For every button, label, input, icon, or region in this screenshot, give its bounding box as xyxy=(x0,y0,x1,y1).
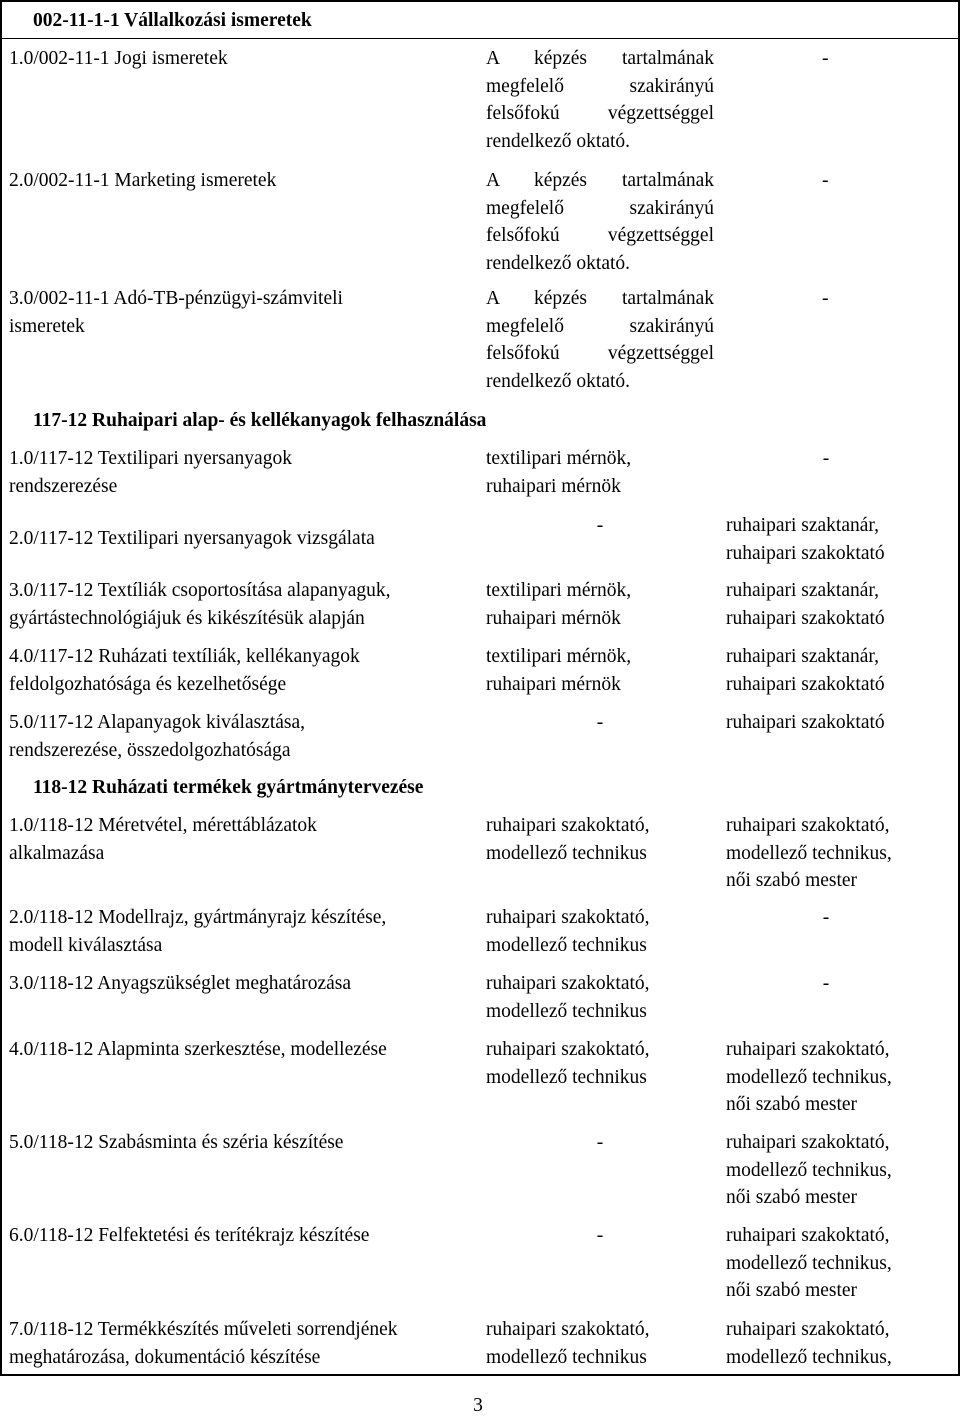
row-118-1-col3: ruhaipari szakoktató, modellező technikus, női szabó mester xyxy=(726,815,892,891)
row-118-4-col3: ruhaipari szakoktató, modellező technikus, női szabó mester xyxy=(726,1039,892,1115)
row-118-1-label: 1.0/118-12 Méretvétel, mérettáblázatok alkalmazása xyxy=(9,815,317,864)
row-118-6-col3: ruhaipari szakoktató, modellező technikus, női szabó mester xyxy=(726,1225,892,1301)
row-jogi-other: - xyxy=(822,48,829,69)
row-118-5-label: 5.0/118-12 Szabásminta és széria készítése xyxy=(9,1132,344,1153)
row-117-4-label: 4.0/117-12 Ruházati textíliák, kellékanyagok feldolgozhatósága és kezelhetősége xyxy=(9,646,360,695)
row-118-6-col2: - xyxy=(596,1225,604,1246)
row-118-3-col2: ruhaipari szakoktató, modellező technikus xyxy=(486,973,650,1022)
label-line: 3.0/002-11-1 Adó-TB-pénzügyi-számviteli xyxy=(9,288,343,309)
row-marketing-other: - xyxy=(822,170,829,191)
row-117-2-label: 2.0/117-12 Textilipari nyersanyagok vizsgálata xyxy=(9,528,375,549)
row-jogi-label: 1.0/002-11-1 Jogi ismeretek xyxy=(9,48,228,69)
requirement-line: A képzés tartalmának xyxy=(486,170,714,191)
requirement-line: A képzés tartalmának xyxy=(486,288,714,309)
requirement-line: megfelelő szakirányú xyxy=(486,75,714,97)
row-117-3-col2: textilipari mérnök, ruhaipari mérnök xyxy=(486,580,632,629)
row-ado-label xyxy=(9,285,343,340)
row-118-6-label: 6.0/118-12 Felfektetési és terítékrajz készítése xyxy=(9,1225,370,1246)
table-border-left xyxy=(0,0,2,1376)
table-border-top xyxy=(0,0,960,2)
requirement-line: rendelkező oktató. xyxy=(486,252,631,274)
requirement-line: felsőfokú végzettséggel xyxy=(486,103,714,124)
row-118-7-label: 7.0/118-12 Termékkészítés műveleti sorrendjének meghatározása, dokumentáció készítése xyxy=(9,1319,398,1368)
requirement-line: megfelelő szakirányú xyxy=(486,315,714,337)
row-118-7-col3: ruhaipari szakoktató, modellező technikus, xyxy=(726,1319,892,1368)
row-marketing-label: 2.0/002-11-1 Marketing ismeretek xyxy=(9,170,277,191)
row-117-1-label: 1.0/117-12 Textilipari nyersanyagok rendszerezése xyxy=(9,448,292,497)
row-118-1-col2: ruhaipari szakoktató, modellező technikus xyxy=(486,815,650,864)
table-row-divider xyxy=(0,38,960,39)
row-118-5-col3: ruhaipari szakoktató, modellező technikus, női szabó mester xyxy=(726,1132,892,1208)
row-118-2-col3: - xyxy=(822,907,830,928)
row-117-3-col3: ruhaipari szaktanár, ruhaipari szakoktató xyxy=(726,580,885,629)
row-117-1-col3: - xyxy=(822,448,830,469)
row-117-5-label: 5.0/117-12 Alapanyagok kiválasztása, rendszerezése, összedolgozhatósága xyxy=(9,712,306,761)
row-marketing-requirement xyxy=(486,167,714,277)
section-heading-vallalkozasi: 002-11-1-1 Vállalkozási ismeretek xyxy=(33,10,312,31)
row-118-3-col3: - xyxy=(822,973,830,994)
row-118-4-label: 4.0/118-12 Alapminta szerkesztése, modellezése xyxy=(9,1039,387,1060)
row-117-4-col2: textilipari mérnök, ruhaipari mérnök xyxy=(486,646,632,695)
row-117-2-col3: ruhaipari szaktanár, ruhaipari szakoktató xyxy=(726,515,885,564)
page-number: 3 xyxy=(473,1395,483,1416)
row-jogi-requirement xyxy=(486,45,714,155)
section-heading-gyartmanytervezes: 118-12 Ruházati termékek gyártmánytervezése xyxy=(33,777,424,798)
row-118-7-col2: ruhaipari szakoktató, modellező technikus xyxy=(486,1319,650,1368)
requirement-line: A képzés tartalmának xyxy=(486,48,714,69)
row-118-2-label: 2.0/118-12 Modellrajz, gyártmányrajz készítése, modell kiválasztása xyxy=(9,907,387,956)
row-ado-requirement xyxy=(486,285,714,395)
label-line: ismeretek xyxy=(9,315,85,337)
row-117-5-col2: - xyxy=(596,712,604,733)
requirement-line: megfelelő szakirányú xyxy=(486,197,714,219)
row-ado-other: - xyxy=(822,288,829,309)
requirement-line: rendelkező oktató. xyxy=(486,130,631,152)
requirement-line: felsőfokú végzettséggel xyxy=(486,343,714,364)
section-heading-ruhaipari-anyagok: 117-12 Ruhaipari alap- és kellékanyagok felhasználása xyxy=(33,410,487,431)
requirement-line: felsőfokú végzettséggel xyxy=(486,225,714,246)
row-118-5-col2: - xyxy=(596,1132,604,1153)
row-118-3-label: 3.0/118-12 Anyagszükséglet meghatározása xyxy=(9,973,352,994)
row-117-5-col3: ruhaipari szakoktató xyxy=(726,712,885,733)
row-117-4-col3: ruhaipari szaktanár, ruhaipari szakoktató xyxy=(726,646,885,695)
row-117-2-col2: - xyxy=(596,515,604,536)
requirement-line: rendelkező oktató. xyxy=(486,370,631,392)
row-118-2-col2: ruhaipari szakoktató, modellező technikus xyxy=(486,907,650,956)
row-118-4-col2: ruhaipari szakoktató, modellező technikus xyxy=(486,1039,650,1088)
row-117-1-col2: textilipari mérnök, ruhaipari mérnök xyxy=(486,448,632,497)
table-border-bottom xyxy=(0,1374,960,1376)
row-117-3-label: 3.0/117-12 Textíliák csoportosítása alapanyaguk, gyártástechnológiájuk és kikészítésük alapján xyxy=(9,580,391,629)
